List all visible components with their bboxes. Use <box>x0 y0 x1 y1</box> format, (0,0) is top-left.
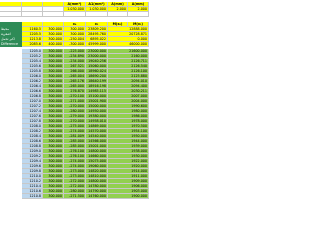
data-cell[interactable]: 14540.000 <box>86 134 108 139</box>
data-blank[interactable] <box>0 194 22 199</box>
summary-cell[interactable] <box>108 12 128 17</box>
data-cell[interactable]: 23000.000 <box>86 49 108 54</box>
data-cell[interactable]: 14760.000 <box>86 194 108 199</box>
data-cell[interactable]: 1911.000 <box>108 174 149 179</box>
data-cell[interactable]: -274.000 <box>64 159 86 164</box>
data-cell[interactable]: -276.100 <box>64 154 86 159</box>
data-cell[interactable]: 300.000 <box>43 154 64 159</box>
data-cell[interactable]: 1207.8 <box>22 119 43 124</box>
data-cell[interactable]: -275.000 <box>64 124 86 129</box>
data-cell[interactable]: 300.000 <box>43 149 64 154</box>
data-cell[interactable]: 1978.000 <box>108 119 149 124</box>
data-cell[interactable]: -225.000 <box>64 49 86 54</box>
data-cell[interactable]: 14780.000 <box>86 184 108 189</box>
summary-row <box>0 12 149 17</box>
data-cell[interactable]: 1209.2 <box>22 154 43 159</box>
data-cell[interactable]: 1205.8 <box>22 69 43 74</box>
data-cell[interactable]: 1206.6 <box>22 89 43 94</box>
data-cell[interactable]: -279.000 <box>64 114 86 119</box>
data-cell[interactable]: 1205.4 <box>22 59 43 64</box>
stat-cell[interactable]: 12888.000 <box>108 27 149 32</box>
data-cell[interactable]: 14820.000 <box>86 169 108 174</box>
data-cell[interactable]: 300.000 <box>43 184 64 189</box>
data-cell[interactable]: 300.000 <box>43 64 64 69</box>
data-cell[interactable]: 1980.000 <box>108 109 149 114</box>
data-cell[interactable]: -272.000 <box>64 179 86 184</box>
data-cell[interactable]: 300.000 <box>43 114 64 119</box>
data-cell[interactable]: 2007.000 <box>108 94 149 99</box>
data-cell[interactable]: 2004.000 <box>108 99 149 104</box>
stat-cell[interactable]: 300.000 <box>43 27 64 32</box>
data-cell[interactable]: -271.000 <box>64 99 86 104</box>
data-cell[interactable]: 2094.010 <box>108 79 149 84</box>
data-cell[interactable]: 300.000 <box>43 189 64 194</box>
stat-cell[interactable]: 1213.8 <box>22 37 43 42</box>
data-cell[interactable]: 2030.211 <box>108 89 149 94</box>
data-cell[interactable]: -270.000 <box>64 119 86 124</box>
data-cell[interactable]: 1990.600 <box>108 104 149 109</box>
data-cell[interactable]: 1207.6 <box>22 114 43 119</box>
data-cell[interactable]: 300.000 <box>43 69 64 74</box>
data-cell[interactable]: 14800.000 <box>86 149 108 154</box>
data-cell[interactable]: -273.000 <box>64 174 86 179</box>
data-cell[interactable]: 300.000 <box>43 54 64 59</box>
data-cell[interactable]: 14958.010 <box>86 119 108 124</box>
data-cell[interactable]: 2125.880 <box>108 74 149 79</box>
data-cell[interactable]: 15001.000 <box>86 144 108 149</box>
stat-label[interactable]: اصغرية <box>0 32 22 37</box>
data-cell[interactable]: 300.000 <box>43 74 64 79</box>
data-cell[interactable]: 1909.000 <box>108 179 149 184</box>
data-cell[interactable]: 18690.200 <box>86 74 108 79</box>
data-cell[interactable]: 276.870 <box>64 89 86 94</box>
data-cell[interactable]: -285.000 <box>64 139 86 144</box>
data-cell[interactable]: 1938.000 <box>108 149 149 154</box>
data-cell[interactable]: 21600.000 <box>108 49 149 54</box>
spreadsheet <box>0 0 149 198</box>
data-cell[interactable]: 1930.000 <box>108 154 149 159</box>
stat-cell[interactable]: 1160.5 <box>22 27 43 32</box>
stat-cell[interactable]: 300.000 <box>43 37 64 42</box>
data-cell[interactable]: 2126.711 <box>108 59 149 64</box>
data-cell[interactable]: -273.000 <box>64 169 86 174</box>
summary-cell[interactable] <box>22 12 43 17</box>
stat-cell[interactable]: 45999.000 <box>86 42 108 47</box>
stat-cell[interactable]: -300.000 <box>64 42 86 47</box>
data-cell[interactable]: 300.000 <box>43 79 64 84</box>
data-cell[interactable]: 1970.500 <box>108 124 149 129</box>
data-row <box>0 194 149 199</box>
data-cell[interactable]: 14950.000 <box>86 109 108 114</box>
subheader-cell[interactable]: x₁ <box>86 22 108 27</box>
data-cell[interactable]: 1939.000 <box>108 144 149 149</box>
data-cell[interactable]: 300.000 <box>43 119 64 124</box>
data-cell[interactable]: 18960.024 <box>86 69 108 74</box>
data-cell[interactable]: 266.000 <box>64 69 86 74</box>
data-cell[interactable]: 19040.256 <box>86 59 108 64</box>
summary-cell[interactable] <box>86 12 108 17</box>
data-cell[interactable]: 1210.2 <box>22 179 43 184</box>
data-cell[interactable]: 1210.6 <box>22 189 43 194</box>
data-cell[interactable]: -280.000 <box>64 189 86 194</box>
data-cell[interactable]: 1954.100 <box>108 129 149 134</box>
stat-label[interactable]: Difference <box>0 42 22 47</box>
subheader-cell[interactable]: M(x₀) <box>108 22 128 27</box>
summary-cell[interactable]: 2.000 <box>108 7 128 12</box>
data-cell[interactable]: 1207.4 <box>22 109 43 114</box>
data-cell[interactable]: 18640.199 <box>86 79 108 84</box>
stat-cell[interactable]: 300.000 <box>43 32 64 37</box>
stat-cell[interactable]: 2085.6 <box>22 42 43 47</box>
data-cell[interactable]: 1210.0 <box>22 174 43 179</box>
summary-cell[interactable] <box>43 12 64 17</box>
data-cell[interactable]: 300.000 <box>43 99 64 104</box>
data-cell[interactable]: 1906.000 <box>108 184 149 189</box>
data-cell[interactable]: -276.100 <box>64 149 86 154</box>
data-cell[interactable]: 1208.0 <box>22 124 43 129</box>
data-cell[interactable]: 14790.000 <box>86 189 108 194</box>
data-cell[interactable]: -270.100 <box>64 94 86 99</box>
data-cell[interactable]: 300.000 <box>43 159 64 164</box>
data-cell[interactable]: 300.000 <box>43 164 64 169</box>
data-cell[interactable]: -280.000 <box>64 109 86 114</box>
stat-label[interactable]: محيط <box>0 27 22 32</box>
data-cell[interactable]: 1914.000 <box>108 169 149 174</box>
data-cell[interactable]: 300.000 <box>43 139 64 144</box>
data-cell[interactable]: 300.000 <box>43 169 64 174</box>
data-cell[interactable]: 15060.000 <box>86 64 108 69</box>
data-cell[interactable]: 300.000 <box>43 124 64 129</box>
stat-cell[interactable]: 300.000 <box>64 32 86 37</box>
stat-cell[interactable]: 6895.022 <box>86 37 108 42</box>
data-cell[interactable]: -270.000 <box>64 104 86 109</box>
stat-cell[interactable]: 1205.5 <box>22 32 43 37</box>
data-cell[interactable]: 1208.6 <box>22 139 43 144</box>
header-cell[interactable]: A(mm²) <box>64 2 86 7</box>
stat-label[interactable]: اكبر تحمل <box>0 37 22 42</box>
data-cell[interactable]: 300.000 <box>43 144 64 149</box>
data-cell[interactable]: 1209.8 <box>22 169 43 174</box>
data-cell[interactable]: 14566.000 <box>86 139 108 144</box>
data-cell[interactable]: 14570.000 <box>86 129 108 134</box>
data-cell[interactable]: 1210.4 <box>22 184 43 189</box>
stat-cell[interactable]: 400.000 <box>43 42 64 47</box>
stat-cell[interactable]: 20728.871 <box>108 32 149 37</box>
stat-cell[interactable]: 0.000 <box>108 37 149 42</box>
data-cell[interactable]: 14985.115 <box>86 89 108 94</box>
data-cell[interactable]: 19060.000 <box>86 164 108 169</box>
header-cell[interactable]: A(mm) <box>108 2 128 7</box>
stat-cell[interactable]: 300.000 <box>64 27 86 32</box>
data-cell[interactable]: -271.500 <box>64 194 86 199</box>
data-cell[interactable]: 1207.2 <box>22 104 43 109</box>
data-cell[interactable]: 18916.198 <box>86 84 108 89</box>
stat-cell[interactable]: 28495.760 <box>86 32 108 37</box>
data-cell[interactable]: 1207.0 <box>22 99 43 104</box>
data-cell[interactable]: 14810.000 <box>86 174 108 179</box>
data-cell[interactable]: 1205.2 <box>22 54 43 59</box>
header-cell[interactable]: A1(mm²) <box>86 2 108 7</box>
data-cell[interactable]: 300.000 <box>43 179 64 184</box>
data-cell[interactable]: -272.000 <box>64 184 86 189</box>
data-cell[interactable]: -234.890 <box>64 54 86 59</box>
data-cell[interactable]: 267.521 <box>64 64 86 69</box>
data-cell[interactable]: 2094.400 <box>108 84 149 89</box>
data-cell[interactable]: 19380.000 <box>86 114 108 119</box>
data-cell[interactable]: -281.009 <box>64 134 86 139</box>
data-cell[interactable]: 1206.0 <box>22 74 43 79</box>
stat-cell[interactable]: -250.004 <box>64 37 86 42</box>
data-cell[interactable]: 14869.000 <box>86 124 108 129</box>
data-cell[interactable]: 15000.000 <box>86 104 108 109</box>
data-cell[interactable]: 1209.6 <box>22 164 43 169</box>
data-cell[interactable]: 14800.000 <box>86 179 108 184</box>
stat-cell[interactable]: 23809.200 <box>86 27 108 32</box>
summary-cell[interactable] <box>64 12 86 17</box>
subheader-cell[interactable]: x₀ <box>64 22 86 27</box>
summary-cell[interactable] <box>128 12 149 17</box>
data-cell[interactable]: 1205.6 <box>22 64 43 69</box>
data-cell[interactable]: 300.000 <box>43 94 64 99</box>
data-cell[interactable]: 300.000 <box>43 59 64 64</box>
data-cell[interactable]: 1210.8 <box>22 194 43 199</box>
data-cell[interactable]: -285.000 <box>64 144 86 149</box>
data-cell[interactable]: 1206.8 <box>22 94 43 99</box>
data-cell[interactable]: -234.000 <box>64 59 86 64</box>
data-cell[interactable]: 2126.100 <box>108 69 149 74</box>
data-cell[interactable]: 300.000 <box>43 104 64 109</box>
data-cell[interactable]: 2126.540 <box>108 64 149 69</box>
data-cell[interactable]: 1206.4 <box>22 84 43 89</box>
data-cell[interactable]: 300.000 <box>43 194 64 199</box>
data-cell[interactable]: -265.000 <box>64 84 86 89</box>
data-cell[interactable]: 300.000 <box>43 49 64 54</box>
subheader-cell[interactable]: M(x₁) <box>128 22 149 27</box>
data-cell[interactable]: 1208.2 <box>22 129 43 134</box>
data-cell[interactable]: -265.004 <box>64 74 86 79</box>
data-cell[interactable]: 1986.000 <box>108 114 149 119</box>
data-cell[interactable]: 1208.8 <box>22 144 43 149</box>
data-cell[interactable]: 1205.0 <box>22 49 43 54</box>
data-cell[interactable]: 15100.000 <box>86 94 108 99</box>
data-cell[interactable]: 1922.000 <box>108 159 149 164</box>
data-cell[interactable]: 1950.000 <box>108 134 149 139</box>
data-cell[interactable]: 1208.4 <box>22 134 43 139</box>
data-cell[interactable]: -274.000 <box>64 164 86 169</box>
data-cell[interactable]: 300.000 <box>43 89 64 94</box>
data-cell[interactable]: 14660.000 <box>86 154 108 159</box>
data-cell[interactable]: 1903.000 <box>108 189 149 194</box>
stat-cell[interactable]: 46000.000 <box>108 42 149 47</box>
data-cell[interactable]: -265.176 <box>64 79 86 84</box>
data-cell[interactable]: 1944.000 <box>108 139 149 144</box>
stat-row <box>0 42 149 47</box>
data-cell[interactable]: 2160.000 <box>108 54 149 59</box>
data-cell[interactable]: 1206.2 <box>22 79 43 84</box>
data-cell[interactable]: 15001.900 <box>86 99 108 104</box>
data-cell[interactable]: 1900.000 <box>108 194 149 199</box>
data-cell[interactable]: 1209.4 <box>22 159 43 164</box>
summary-cell[interactable]: 1.030.000 <box>64 7 86 12</box>
data-cell[interactable]: 300.000 <box>43 109 64 114</box>
data-cell[interactable]: 23000.000 <box>86 54 108 59</box>
data-cell[interactable]: 15075.000 <box>86 159 108 164</box>
data-cell[interactable]: 1920.000 <box>108 164 149 169</box>
summary-cell[interactable] <box>0 12 22 17</box>
summary-cell[interactable]: 1.030.000 <box>86 7 108 12</box>
data-cell[interactable]: 1209.0 <box>22 149 43 154</box>
data-cell[interactable]: 300.000 <box>43 129 64 134</box>
header-cell[interactable]: A(mm) <box>128 2 149 7</box>
summary-cell[interactable]: 2.000 <box>128 7 149 12</box>
data-cell[interactable]: -274.000 <box>64 129 86 134</box>
data-cell[interactable]: 300.000 <box>43 174 64 179</box>
data-cell[interactable]: 300.000 <box>43 84 64 89</box>
data-cell[interactable]: 300.000 <box>43 134 64 139</box>
